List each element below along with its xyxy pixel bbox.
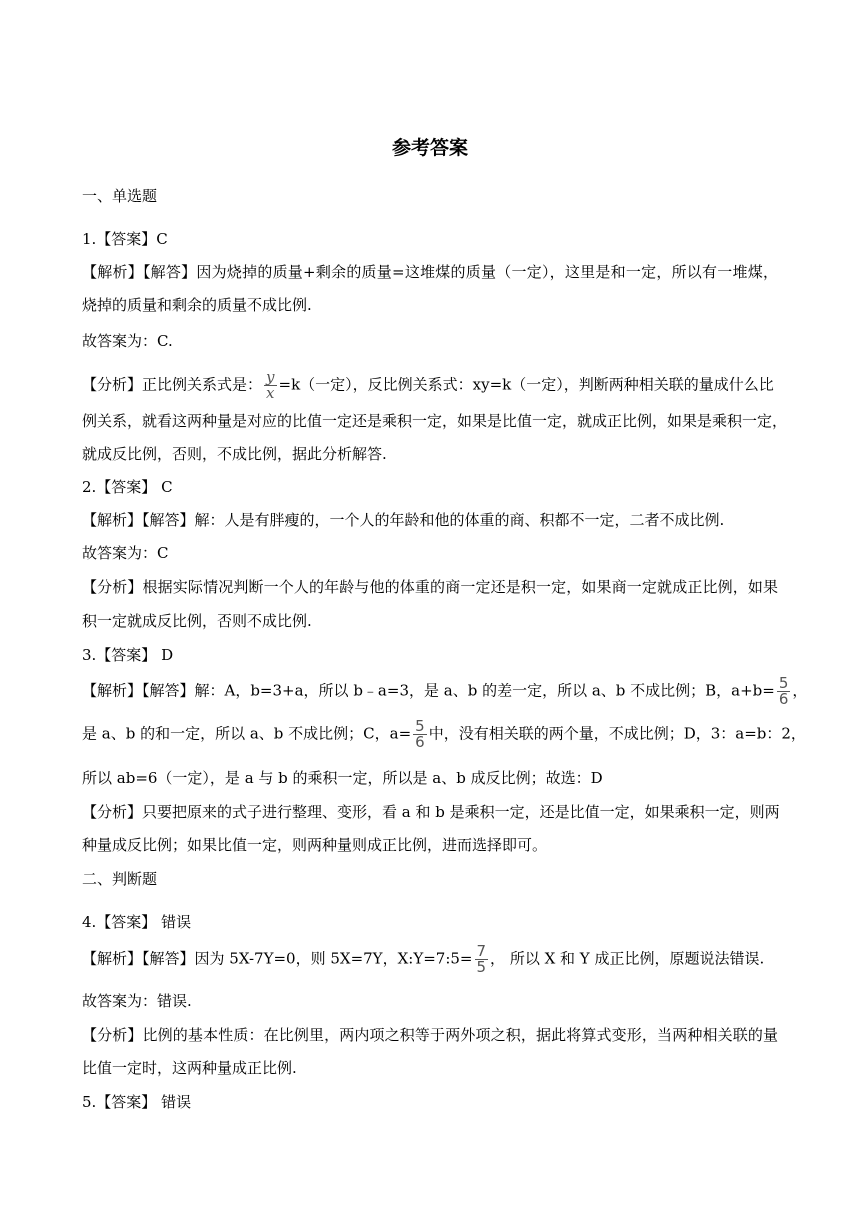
- q2-answer: 2.【答案】 C: [82, 478, 173, 496]
- fraction-denominator: x: [264, 385, 276, 401]
- q4-analysis-part-a: 【解析】【解答】因为 5X-7Y=0，则 5X=7Y，X:Y=7:5=: [82, 949, 473, 968]
- q1-note-line-3: 就成反比例，否则，不成比例，据此分析解答.: [82, 445, 387, 463]
- q3-answer: 3.【答案】 D: [82, 646, 174, 664]
- fraction-seven-fifths: [475, 944, 489, 975]
- q3-analysis-line-3: 所以 ab=6（一定），是 a 与 b 的乘积一定，所以是 a、b 成反比例；故选：D: [82, 769, 603, 787]
- fraction-denominator: 6: [778, 690, 789, 708]
- q4-analysis-part-b: ， 所以 X 和 Y 成正比例，原题说法错误.: [490, 949, 765, 968]
- q1-result: 故答案为：C.: [82, 332, 173, 350]
- q3-note-line-2: 种量成反比例；如果比值一定，则两种量则成正比例，进而选择即可。: [82, 836, 548, 854]
- q1-analysis-line-2: 烧掉的质量和剩余的质量不成比例.: [82, 296, 312, 314]
- q3-analysis-part-d: 中，没有相关联的两个量，不成比例；D，3：a=b：2，: [428, 724, 806, 743]
- fraction-denominator: 5: [476, 958, 487, 976]
- q1-analysis-line-1: 【解析】【解答】因为烧掉的质量+剩余的质量=这堆煤的质量（一定），这里是和一定，所以有一堆煤，: [82, 263, 778, 281]
- fraction-denominator: 6: [415, 733, 425, 751]
- q1-note-line-1: [82, 370, 774, 401]
- q3-analysis-line-2: [82, 719, 806, 750]
- q1-note-rest: =k（一定），反比例关系式：xy=k（一定），判断两种相关联的量成什么比: [278, 375, 774, 394]
- q3-analysis-line-1: [82, 676, 807, 707]
- q3-analysis-part-b: ，: [792, 681, 808, 700]
- q4-answer: 4.【答案】 错误: [82, 913, 192, 931]
- q5-answer: 5.【答案】 错误: [82, 1093, 192, 1111]
- q2-analysis: 【解析】【解答】解：人是有胖瘦的，一个人的年龄和他的体重的商、积都不一定，二者不成比例.: [82, 511, 725, 529]
- section-heading-single-choice: 一、单选题: [82, 187, 158, 205]
- fraction-five-sixths: [413, 719, 427, 750]
- fraction-y-over-x: [264, 370, 276, 401]
- section-heading-true-false: 二、判断题: [82, 870, 158, 888]
- page-title: 参考答案: [391, 137, 468, 159]
- q3-analysis-part-c: 是 a、b 的和一定，所以 a、b 不成比例；C，a=: [82, 724, 412, 743]
- q4-result: 故答案为：错误.: [82, 992, 192, 1010]
- q4-note-line-1: 【分析】比例的基本性质：在比例里，两内项之积等于两外项之积，据此将算式变形，当两种相关联的量: [82, 1026, 778, 1044]
- fraction-numerator: 7: [476, 942, 487, 960]
- fraction-numerator: 5: [415, 717, 425, 735]
- fraction-five-sixths: [777, 676, 791, 707]
- q3-analysis-part-a: 【解析】【解答】解：A，b=3+a，所以 b﹣a=3，是 a、b 的差一定，所以 a、b 不成比例；B，a+b=: [82, 681, 775, 700]
- q2-note-line-1: 【分析】根据实际情况判断一个人的年龄与他的体重的商一定还是积一定，如果商一定就成正比例，如果: [82, 578, 778, 596]
- q2-note-line-2: 积一定就成反比例，否则不成比例.: [82, 612, 312, 630]
- q1-note-line-2: 例关系，就看这两种量是对应的比值一定还是乘积一定，如果是比值一定，就成正比例，如果是乘积一定，: [82, 412, 788, 430]
- q4-note-line-2: 比值一定时，这两种量成正比例.: [82, 1059, 297, 1077]
- fraction-numerator: 5: [778, 674, 789, 692]
- q3-note-line-1: 【分析】只要把原来的式子进行整理、变形，看 a 和 b 是乘积一定，还是比值一定，如果乘积一定，则两: [82, 803, 780, 821]
- q2-result: 故答案为：C: [82, 544, 169, 562]
- fraction-numerator: y: [266, 368, 275, 386]
- q1-note-prefix: 【分析】正比例关系式是：: [82, 375, 263, 394]
- q4-analysis: [82, 944, 764, 975]
- q1-answer: 1.【答案】C: [82, 230, 168, 248]
